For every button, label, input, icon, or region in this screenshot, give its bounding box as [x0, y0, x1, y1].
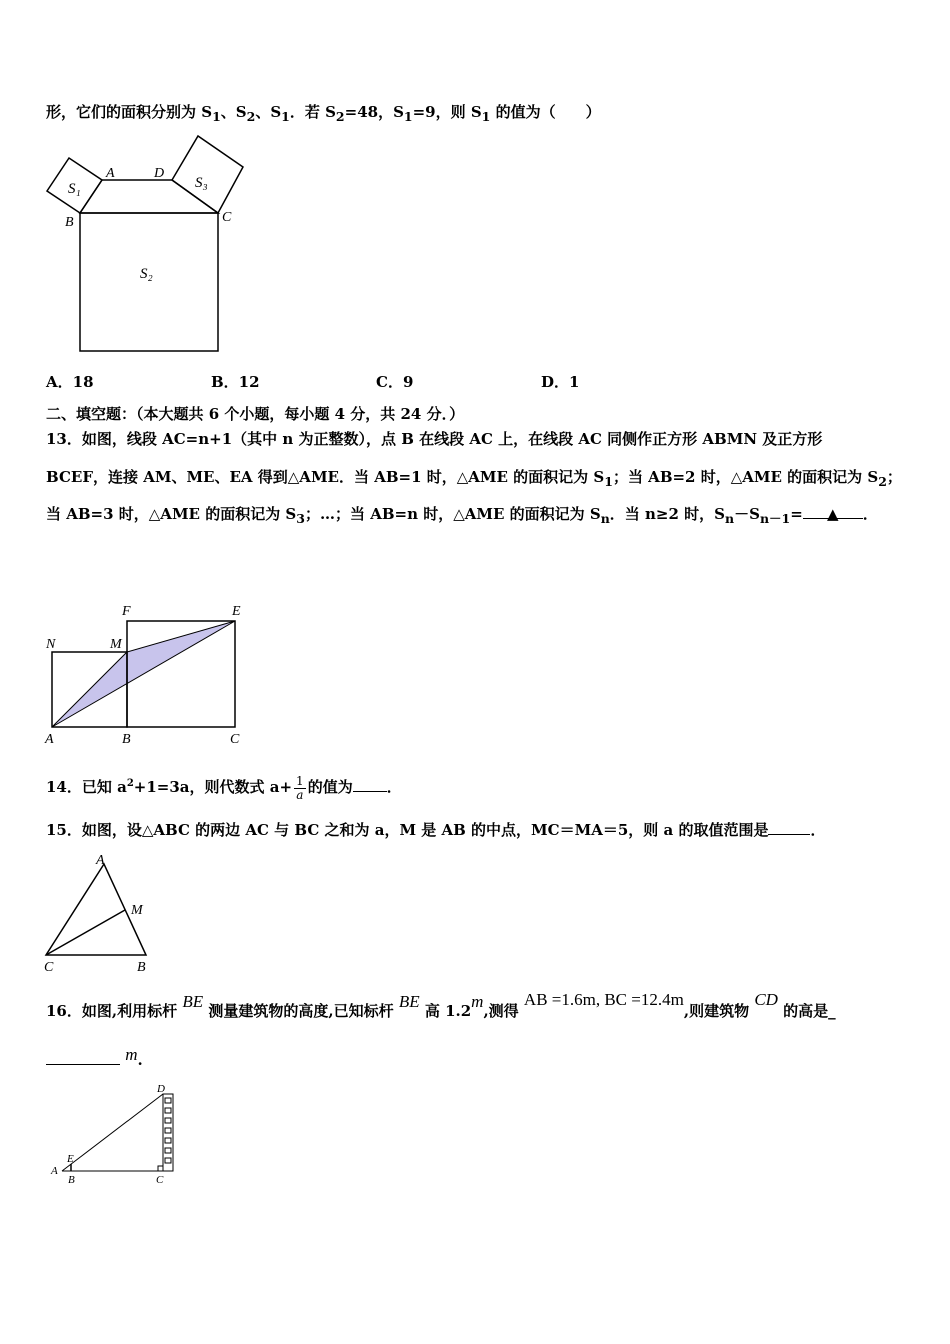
label-b: B: [137, 960, 146, 975]
label-c: C: [230, 732, 240, 747]
q16-text-line2: m.: [46, 1050, 143, 1070]
answer-blank-q15[interactable]: [768, 820, 810, 835]
q13-figure: [40, 600, 260, 750]
label-s1: S₁: [68, 181, 81, 197]
answer-blank-q14[interactable]: [353, 777, 387, 792]
label-s3: S₃: [195, 175, 208, 191]
label-c: C: [44, 960, 54, 975]
choice-a[interactable]: A．18: [46, 373, 94, 391]
label-c: C: [222, 210, 232, 225]
building-window: [165, 1148, 171, 1153]
building-window: [165, 1158, 171, 1163]
q13-line2: BCEF，连接 AM、ME、EA 得到△AME．当 AB=1 时，△AME 的面积记为 $S_1$；当 AB=2 时，△AME 的面积记为 $S_2$；: [46, 468, 902, 489]
answer-blank-q13[interactable]: [803, 504, 863, 523]
choice-b[interactable]: B．12: [211, 373, 260, 391]
median-cm: [46, 910, 125, 955]
label-m: M: [110, 637, 122, 652]
label-a: A: [51, 1165, 58, 1177]
label-d: D: [154, 166, 165, 181]
label-a: A: [106, 166, 115, 181]
label-m: M: [131, 903, 143, 918]
label-s2: S₂: [140, 266, 153, 282]
choice-d[interactable]: D．1: [541, 373, 580, 391]
label-f: F: [122, 604, 131, 619]
building-window: [165, 1108, 171, 1113]
building-window: [165, 1098, 171, 1103]
label-d: D: [157, 1083, 165, 1095]
section-heading: 二、填空题：（本大题共 6 个小题，每小题 4 分，共 24 分．）: [46, 405, 465, 423]
building-window: [165, 1118, 171, 1123]
sight-line: [62, 1094, 163, 1171]
q15-text: 15．如图，设△ABC 的两边 AC 与 BC 之和为 a，M 是 AB 的中点，MC＝MA＝5，则 a 的取值范围是 ．: [46, 821, 826, 839]
q13-line3: 当 AB=3 时，△AME 的面积记为 $S_3$；…；当 AB=n 时，△AME 的面积记为 $S_n$．当 n≥2 时，$S_n-S_{n-1}=$ ▲ ．: [46, 505, 878, 526]
label-a: A: [45, 732, 54, 747]
triangle-mark-icon: ▲: [827, 505, 839, 523]
q12-figure: [40, 145, 260, 360]
q13-line1: 13．如图，线段 AC=n+1（其中 n 为正整数），点 B 在线段 AC 上，在线段 AC 同侧作正方形 ABMN 及正方形: [46, 430, 823, 448]
choice-c[interactable]: C．9: [376, 373, 414, 391]
fraction-1-over-a: $\frac{1}{a}$: [296, 773, 304, 802]
answer-blank-q16[interactable]: [46, 1050, 120, 1065]
q12-stem: 形，它们的面积分别为 $S_1$、$S_2$、$S_1$．若 $S_2=48$，$S_1=9$，则 $S_1$ 的值为（ ）: [46, 103, 601, 124]
label-c: C: [156, 1174, 164, 1186]
square-s2: [80, 213, 218, 351]
label-b: B: [65, 215, 74, 230]
label-e: E: [67, 1153, 74, 1165]
q14-text: 14．已知 $a^2+1=3a$，则代数式 a+ $\frac{1}{a}$ 的值为 ．: [46, 773, 402, 802]
right-angle-mark: [158, 1166, 163, 1171]
q15-figure: [40, 852, 170, 977]
q16-text: 16．如图,利用标杆 BE 测量建筑物的高度,已知标杆 BE 高 1.2m,测得 AB =1.6m, BC =12.4m,则建筑物 CD 的高是_: [46, 990, 836, 1020]
triangle-ame: [52, 621, 235, 727]
label-b: B: [68, 1174, 75, 1186]
label-a: A: [96, 853, 105, 868]
label-b: B: [122, 732, 131, 747]
building-window: [165, 1138, 171, 1143]
q16-figure: [45, 1078, 185, 1188]
label-e: E: [232, 604, 241, 619]
label-n: N: [46, 637, 56, 652]
building-window: [165, 1128, 171, 1133]
